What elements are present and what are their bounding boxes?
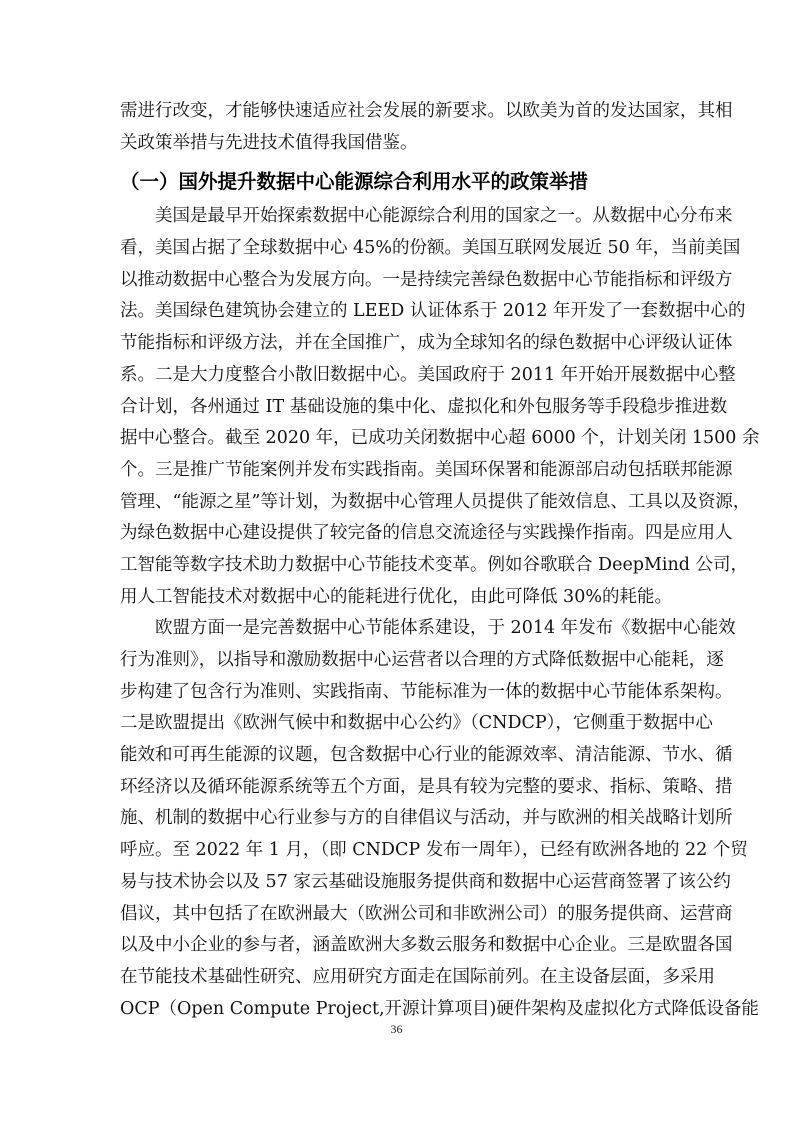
text-line: 步构建了包含行为准则、实践指南、节能标准为一体的数据中心节能体系架构。 xyxy=(120,681,733,702)
text-line: 看，美国占据了全球数据中心 45%的份额。美国互联网发展近 50 年，当前美国 xyxy=(120,238,741,259)
text-line: 呼应。至 2022 年 1 月，（即 CNDCP 发布一周年），已经有欧洲各地的 22 个贸 xyxy=(120,840,748,861)
text-line: 美国是最早开始探索数据中心能源综合利用的国家之一。从数据中心分布来 xyxy=(155,206,733,227)
intro-paragraph xyxy=(120,96,733,159)
paragraph-eu xyxy=(120,613,759,1025)
text-line: 关政策举措与先进技术值得我国借鉴。 xyxy=(120,132,418,153)
text-line: 合计划，各州通过 IT 基础设施的集中化、虚拟化和外包服务等手段稳步推进数 xyxy=(120,396,728,417)
page-body xyxy=(120,96,760,1025)
paragraph-usa xyxy=(120,201,760,613)
text-line: 个。三是推广节能案例并发布实践指南。美国环保署和能源部启动包括联邦能源 xyxy=(120,459,733,480)
text-line: 据中心整合。截至 2020 年，已成功关闭数据中心超 6000 个，计划关闭 1500 余 xyxy=(120,428,760,449)
text-line: 倡议，其中包括了在欧洲最大（欧洲公司和非欧洲公司）的服务提供商、运营商 xyxy=(120,903,733,924)
text-line: 施、机制的数据中心行业参与方的自律倡议与活动，并与欧洲的相关战略计划所 xyxy=(120,808,733,829)
text-line: 用人工智能技术对数据中心的能耗进行优化，由此可降低 30%的耗能。 xyxy=(120,586,672,607)
text-line: OCP（Open Compute Project,开源计算项目)硬件架构及虚拟化方式降低设备能 xyxy=(120,998,759,1019)
text-line: 管理、“能源之星”等计划，为数据中心管理人员提供了能效信息、工具以及资源， xyxy=(120,491,751,512)
text-line: 以推动数据中心整合为发展方向。一是持续完善绿色数据中心节能指标和评级方 xyxy=(120,269,733,290)
text-line: 以及中小企业的参与者，涵盖欧洲大多数云服务和数据中心企业。三是欧盟各国 xyxy=(120,935,733,956)
text-line: 欧盟方面一是完善数据中心节能体系建设，于 2014 年发布《数据中心能效 xyxy=(155,618,736,639)
text-line: 易与技术协会以及 57 家云基础设施服务提供商和数据中心运营商签署了该公约 xyxy=(120,871,731,892)
text-line: 在节能技术基础性研究、应用研究方面走在国际前列。在主设备层面，多采用 xyxy=(120,966,715,987)
text-line: 法。美国绿色建筑协会建立的 LEED 认证体系于 2012 年开发了一套数据中心的 xyxy=(120,301,746,322)
page-number: 36 xyxy=(390,1022,403,1036)
text-line: 工智能等数字技术助力数据中心节能技术变革。例如谷歌联合 DeepMind 公司， xyxy=(120,554,749,575)
text-line: 行为准则》，以指导和激励数据中心运营者以合理的方式降低数据中心能耗，逐 xyxy=(120,650,724,670)
text-line: 能效和可再生能源的议题，包含数据中心行业的能源效率、清洁能源、节水、循 xyxy=(120,745,733,766)
text-line: 环经济以及循环能源系统等五个方面，是具有较为完整的要求、指标、策略、措 xyxy=(120,776,733,797)
text-line: 需进行改变，才能够快速适应社会发展的新要求。以欧美为首的发达国家，其相 xyxy=(120,101,733,121)
text-line: 系。二是大力度整合小散旧数据中心。美国政府于 2011 年开始开展数据中心整 xyxy=(120,364,736,385)
section-heading: （一）国外提升数据中心能源综合利用水平的政策举措 xyxy=(120,170,589,194)
text-line: 为绿色数据中心建设提供了较完备的信息交流途径与实践操作指南。四是应用人 xyxy=(120,523,733,544)
text-line: 节能指标和评级方法，并在全国推广，成为全球知名的绿色数据中心评级认证体 xyxy=(120,333,733,354)
text-line: 二是欧盟提出《欧洲气候中和数据中心公约》（CNDCP），它侧重于数据中心 xyxy=(120,713,713,734)
